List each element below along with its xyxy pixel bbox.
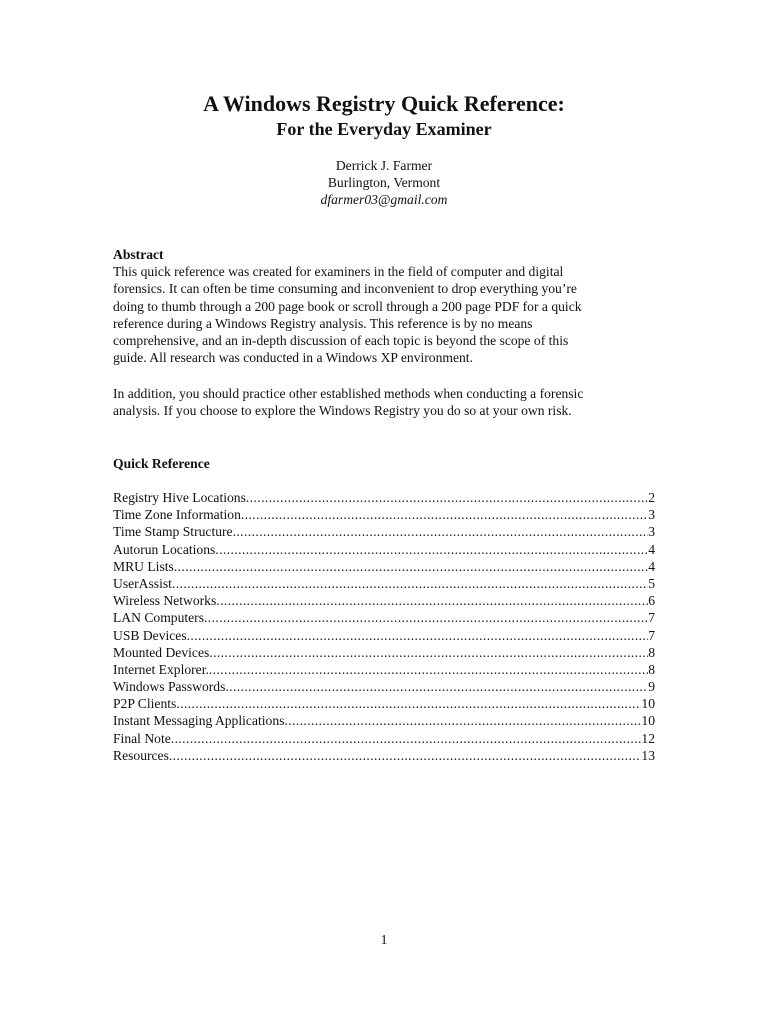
toc-dot-leader [241, 506, 648, 523]
toc-entry-page: 2 [648, 490, 655, 505]
toc-dot-leader [172, 575, 648, 592]
toc-entry-title: UserAssist [113, 575, 172, 591]
text-line: doing to thumb through a 200 page book or scroll through a 200 page PDF for a quick [113, 298, 582, 314]
toc-entry-title: Final Note [113, 730, 171, 746]
toc-entry [113, 506, 655, 523]
toc-entry-title: MRU Lists [113, 558, 174, 574]
toc-entry [113, 592, 655, 609]
author-email: dfarmer03@gmail.com [320, 192, 448, 207]
toc-entry [113, 712, 655, 729]
text-line: This quick reference was created for examiners in the field of computer and digital [113, 264, 564, 279]
toc-dot-leader [225, 678, 648, 695]
toc-dot-leader [169, 747, 642, 764]
abstract-paragraph-1 [113, 263, 658, 367]
toc-dot-leader [209, 661, 648, 678]
text-line: In addition, you should practice other established methods when conducting a forensic [113, 386, 584, 401]
toc-dot-leader [171, 730, 642, 747]
toc-entry [113, 747, 655, 764]
toc-entry [113, 575, 655, 592]
toc-entry-page: 4 [648, 558, 655, 574]
toc-dot-leader [176, 695, 641, 712]
toc-entry-page: 10 [641, 696, 655, 712]
toc-entry [113, 489, 655, 506]
toc-entry-title: Time Zone Information [113, 507, 241, 523]
toc-entry-title: Autorun Locations [113, 541, 216, 557]
toc-entry-page: 7 [648, 627, 655, 643]
author-block [0, 157, 768, 208]
toc-entry-title: Internet Explorer. [113, 661, 209, 677]
text-line: guide. All research was conducted in a Windows XP environment. [113, 350, 473, 366]
toc-dot-leader [209, 644, 648, 661]
toc-entry [113, 541, 655, 558]
toc-entry-page: 3 [648, 524, 655, 540]
toc-entry [113, 678, 655, 695]
text-line: reference during a Windows Registry analysis. This reference is by no means [113, 315, 533, 331]
page-number: 1 [380, 932, 388, 947]
toc-entry-page: 5 [648, 575, 655, 591]
toc-dot-leader [187, 627, 649, 644]
toc-entry-title: Windows Passwords [113, 679, 226, 695]
text-line: comprehensive, and an in-depth discussion of each topic is beyond the scope of this [113, 333, 569, 349]
text-line: forensics. It can often be time consuming and inconvenient to drop everything you’re [113, 281, 577, 297]
toc-dot-leader [233, 523, 649, 540]
toc-dot-leader [216, 592, 648, 609]
text-line: analysis. If you choose to explore the Windows Registry you do so at your own risk. [113, 403, 572, 419]
toc-entry [113, 644, 655, 661]
toc-entry [113, 695, 655, 712]
toc-entry-title: P2P Clients [113, 696, 177, 712]
toc-dot-leader [215, 541, 648, 558]
toc-entry-title: USB Devices [113, 627, 187, 643]
toc-entry-page: 8 [648, 644, 655, 660]
toc-entry-title: Resources [113, 747, 169, 763]
toc-entry [113, 661, 655, 678]
toc-entry-page: 8 [648, 661, 655, 677]
toc-dot-leader [204, 609, 648, 626]
abstract-heading: Abstract [113, 247, 164, 262]
toc-entry-title: Wireless Networks [113, 593, 217, 609]
document-title: A Windows Registry Quick Reference: [203, 91, 565, 116]
author-location: Burlington, Vermont [327, 175, 441, 190]
toc-entry-page: 6 [648, 593, 655, 609]
toc-entry-title: LAN Computers [113, 610, 204, 626]
toc-entry-page: 10 [641, 713, 655, 729]
toc-entry-page: 9 [648, 679, 655, 695]
toc-entry [113, 730, 655, 747]
toc-entry-title: Time Stamp Structure [113, 524, 233, 540]
toc-entry-page: 12 [641, 730, 655, 746]
toc-entry [113, 627, 655, 644]
toc-entry-title: Mounted Devices [113, 644, 210, 660]
toc-dot-leader [174, 558, 648, 575]
toc-entry-title: Registry Hive Locations [113, 490, 246, 505]
quick-reference-heading: Quick Reference [113, 456, 210, 471]
toc-dot-leader [246, 489, 648, 506]
toc-dot-leader [284, 712, 641, 729]
toc-entry-title: Instant Messaging Applications [113, 713, 285, 729]
toc-entry [113, 523, 655, 540]
author-name: Derrick J. Farmer [335, 158, 433, 173]
table-of-contents [113, 489, 655, 764]
toc-entry [113, 558, 655, 575]
toc-entry-page: 3 [648, 507, 655, 523]
toc-entry-page: 13 [641, 747, 655, 763]
toc-entry [113, 609, 655, 626]
toc-entry-page: 4 [648, 541, 655, 557]
toc-entry-page: 7 [648, 610, 655, 626]
document-subtitle: For the Everyday Examiner [276, 119, 492, 139]
abstract-paragraph-2 [113, 385, 658, 420]
